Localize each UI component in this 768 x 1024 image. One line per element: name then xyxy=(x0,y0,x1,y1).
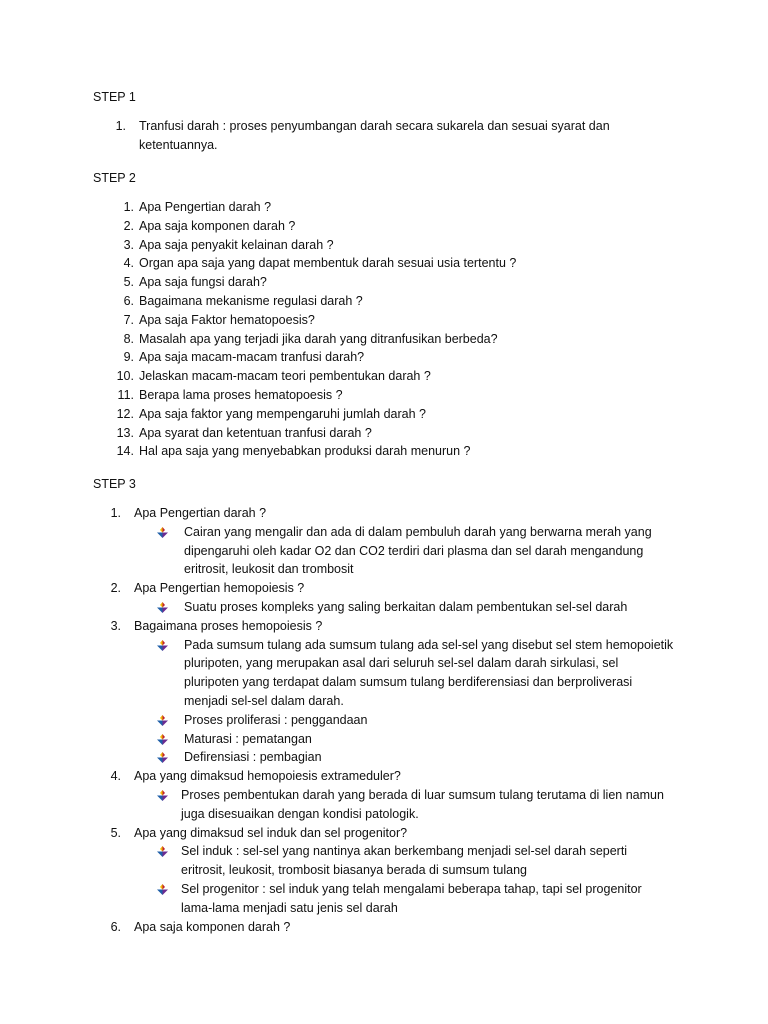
question-item xyxy=(0,918,674,937)
list-item xyxy=(0,311,516,330)
list-item xyxy=(0,405,516,424)
answer-text: Pada sumsum tulang ada sumsum tulang ada sel-sel yang disebut sel stem hemopoietik pluripoten, yang merupakan asal dari seluruh sel-sel dalam darah sirkulasi, sel pluripoten yang terdapat dalam sumsum tulang berdiferensiasi dan berproliverasi menjadi sel-sel dalam darah. xyxy=(184,637,674,708)
item-text: Apa Pengertian darah ? xyxy=(139,200,272,214)
item-text: Apa saja komponen darah ? xyxy=(139,218,296,233)
question-item xyxy=(0,504,674,523)
answer-item xyxy=(0,598,674,617)
item-number: 11. xyxy=(117,387,134,402)
question-number: 1. xyxy=(110,506,121,520)
item-text: Apa saja Faktor hematopoesis? xyxy=(139,312,315,327)
item-text: Jelaskan macam-macam teori pembentukan darah ? xyxy=(139,369,431,384)
list-item xyxy=(0,236,516,255)
step1-heading: STEP 1 xyxy=(93,90,136,104)
list-item xyxy=(0,367,516,386)
question-text: Bagaimana proses hemopoiesis ? xyxy=(134,618,323,633)
list-item xyxy=(0,330,516,349)
item-text: Apa saja fungsi darah? xyxy=(139,275,267,290)
answer-item xyxy=(0,748,674,767)
list-item xyxy=(0,217,516,236)
item-number: 5. xyxy=(123,275,134,290)
item-number: 3. xyxy=(123,237,134,252)
four-color-arrow-bullet-icon xyxy=(157,734,168,745)
question-text: Apa yang dimaksud sel induk dan sel progenitor? xyxy=(134,825,408,840)
four-color-arrow-bullet-icon xyxy=(157,884,168,895)
step3-heading: STEP 3 xyxy=(93,477,136,491)
question-number: 5. xyxy=(110,825,121,840)
answer-text: Sel progenitor : sel induk yang telah mengalami beberapa tahap, tapi sel progenitor lama-lama menjadi satu jenis sel darah xyxy=(181,881,642,915)
item-number: 6. xyxy=(123,293,134,308)
list-item xyxy=(0,442,516,461)
four-color-arrow-bullet-icon xyxy=(157,602,168,613)
question-text: Apa Pengertian hemopoiesis ? xyxy=(134,581,305,596)
question-text: Apa Pengertian darah ? xyxy=(134,506,267,520)
list-item xyxy=(0,424,516,443)
item-text: Apa saja penyakit kelainan darah ? xyxy=(139,237,334,252)
list-item xyxy=(0,348,516,367)
list-item xyxy=(0,254,516,273)
item-text: Berapa lama proses hematopoesis ? xyxy=(139,387,343,402)
step2-list xyxy=(0,198,516,461)
list-item xyxy=(0,273,516,292)
item-number: 10. xyxy=(116,369,134,384)
question-number: 4. xyxy=(110,769,121,784)
answer-item xyxy=(0,842,674,880)
question-item xyxy=(0,617,674,636)
step2-heading: STEP 2 xyxy=(93,171,136,185)
list-item xyxy=(0,198,516,217)
question-text: Apa saja komponen darah ? xyxy=(134,919,291,934)
answer-item xyxy=(0,636,674,711)
four-color-arrow-bullet-icon xyxy=(157,527,168,538)
item-number: 4. xyxy=(123,256,134,271)
item-text: Apa saja macam-macam tranfusi darah? xyxy=(139,350,365,365)
answer-item xyxy=(0,786,674,824)
question-text: Apa yang dimaksud hemopoiesis extrameduler? xyxy=(134,769,401,784)
question-number: 3. xyxy=(110,618,121,633)
question-item xyxy=(0,767,674,786)
item-number: 12. xyxy=(116,406,134,421)
list-item xyxy=(0,292,516,311)
list-item xyxy=(0,386,516,405)
answer-item xyxy=(0,880,674,918)
item-text: Tranfusi darah : proses penyumbangan darah secara sukarela dan sesuai syarat dan ketentuannya. xyxy=(139,119,610,152)
answer-text: Sel induk : sel-sel yang nantinya akan berkembang menjadi sel-sel darah seperti eritrosit, leukosit, trombosit biasanya berada di sumsum tulang xyxy=(181,844,628,878)
item-text: Apa syarat dan ketentuan tranfusi darah ? xyxy=(139,425,372,440)
answer-text: Suatu proses kompleks yang saling berkaitan dalam pembentukan sel-sel darah xyxy=(184,599,628,614)
answer-text: Maturasi : pematangan xyxy=(184,731,312,746)
item-number: 13. xyxy=(116,425,134,440)
question-item xyxy=(0,824,674,843)
answer-text: Proses proliferasi : penggandaan xyxy=(184,712,368,727)
list-item xyxy=(0,117,639,155)
item-number: 9. xyxy=(123,350,134,365)
item-text: Apa saja faktor yang mempengaruhi jumlah darah ? xyxy=(139,406,426,421)
item-text: Hal apa saja yang menyebabkan produksi darah menurun ? xyxy=(139,444,471,459)
four-color-arrow-bullet-icon xyxy=(157,715,168,726)
answer-item xyxy=(0,711,674,730)
item-number: 14. xyxy=(116,444,134,459)
item-number: 8. xyxy=(123,331,134,346)
question-number: 2. xyxy=(110,581,121,596)
four-color-arrow-bullet-icon xyxy=(157,790,168,801)
item-number: 7. xyxy=(123,312,134,327)
four-color-arrow-bullet-icon xyxy=(157,640,168,651)
question-number: 6. xyxy=(110,919,121,934)
step1-list xyxy=(0,117,639,155)
item-text: Bagaimana mekanisme regulasi darah ? xyxy=(139,293,363,308)
item-number: 1. xyxy=(115,119,126,133)
four-color-arrow-bullet-icon xyxy=(157,752,168,763)
item-text: Masalah apa yang terjadi jika darah yang ditranfusikan berbeda? xyxy=(139,331,498,346)
answer-text: Defirensiasi : pembagian xyxy=(184,750,322,765)
answer-text: Proses pembentukan darah yang berada di luar sumsum tulang terutama di lien namun juga disesuaikan dengan kondisi patologik. xyxy=(181,787,664,821)
item-text: Organ apa saja yang dapat membentuk darah sesuai usia tertentu ? xyxy=(139,256,517,271)
answer-item xyxy=(0,523,674,579)
item-number: 2. xyxy=(123,218,134,233)
question-item xyxy=(0,579,674,598)
answer-item xyxy=(0,730,674,749)
answer-text: Cairan yang mengalir dan ada di dalam pembuluh darah yang berwarna merah yang dipengaruhi oleh kadar O2 dan CO2 terdiri dari plasma dan sel darah mengandung eritrosit, leukosit dan trombosit xyxy=(184,524,652,577)
item-number: 1. xyxy=(123,200,134,214)
four-color-arrow-bullet-icon xyxy=(157,846,168,857)
step3-list xyxy=(0,504,674,936)
